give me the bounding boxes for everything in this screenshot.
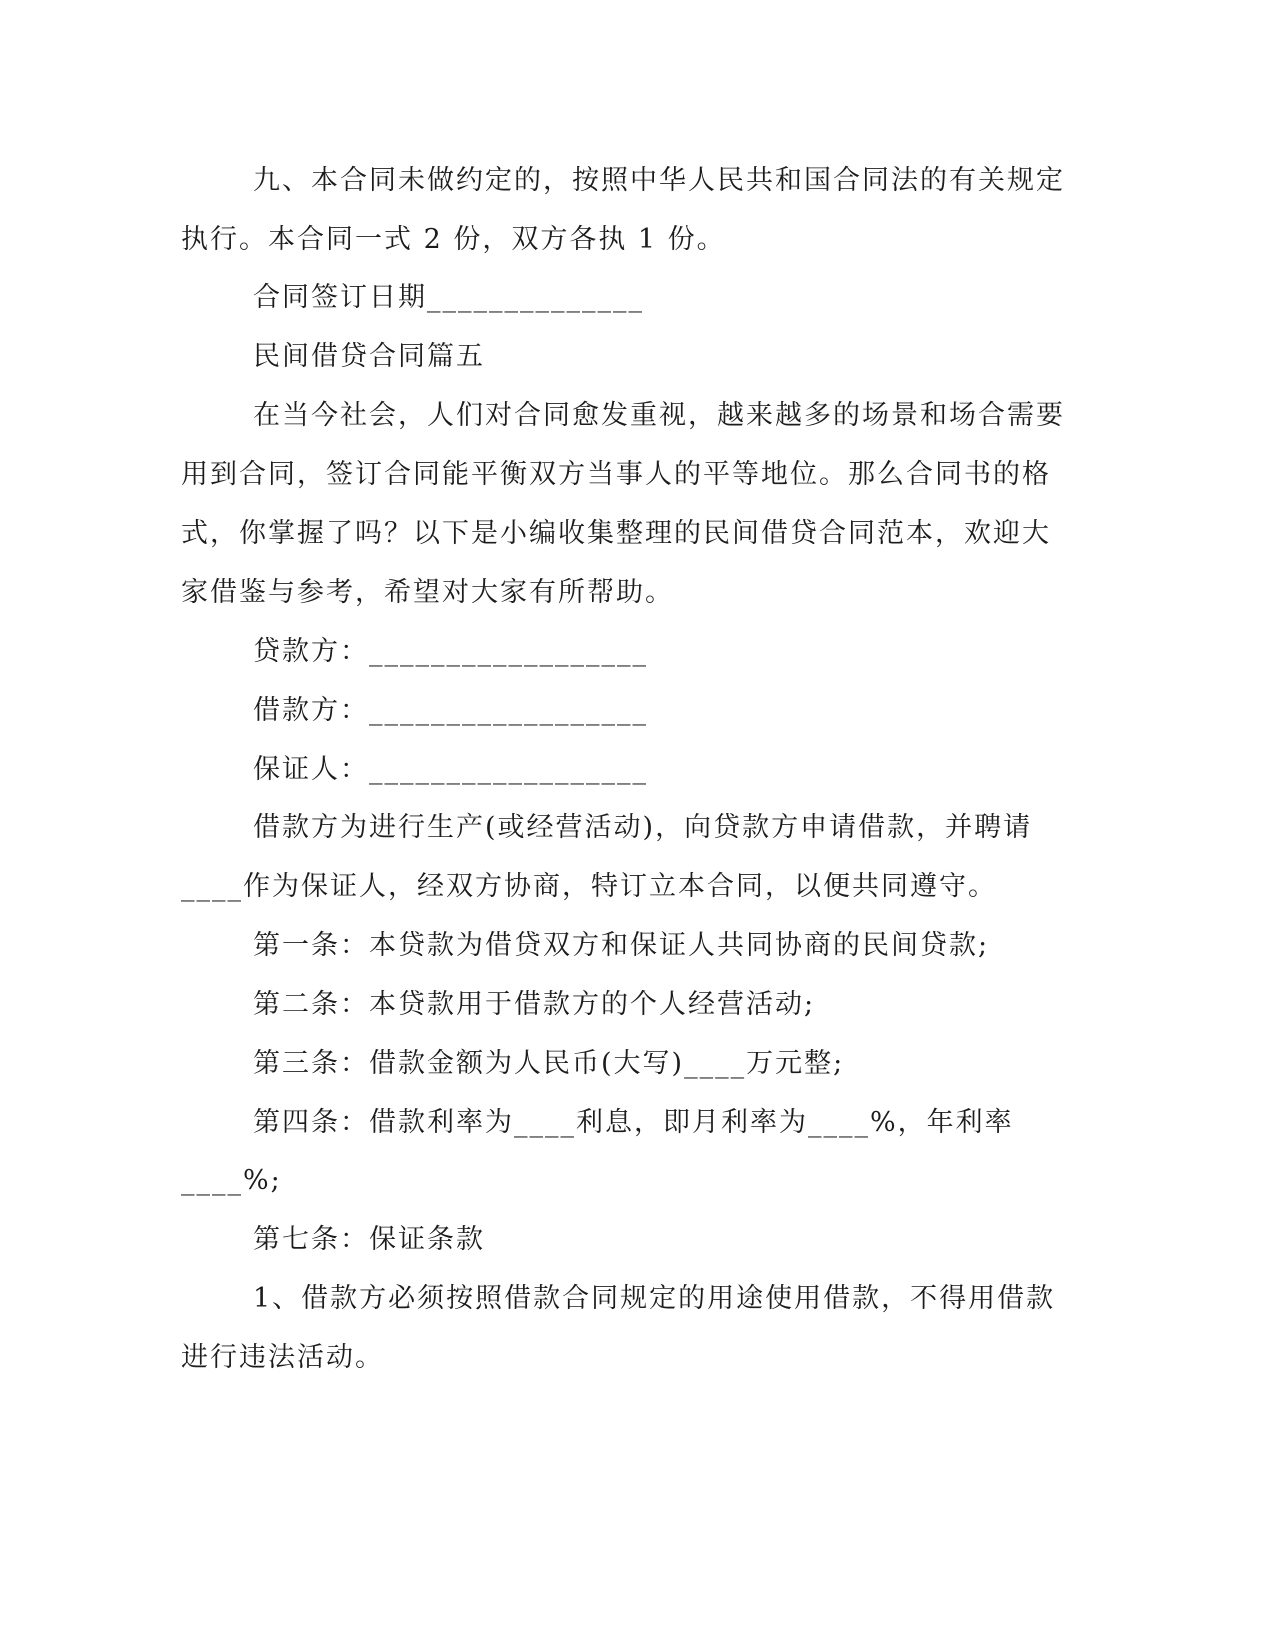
article-2: 第二条：本贷款用于借款方的个人经营活动; (253, 989, 816, 1020)
guarantee-clause-1-continued: 进行违法活动。 (181, 1342, 384, 1373)
article-3: 第三条：借款金额为人民币(大写)____万元整; (253, 1048, 845, 1079)
article-4-continued: ____%; (181, 1165, 282, 1196)
paragraph-line: 家借鉴与参考，希望对大家有所帮助。 (181, 577, 674, 608)
section-heading: 民间借贷合同篇五 (253, 341, 485, 372)
paragraph-line: ____作为保证人，经双方协商，特订立本合同，以便共同遵守。 (181, 871, 997, 902)
paragraph-line: 式，你掌握了吗？以下是小编收集整理的民间借贷合同范本，欢迎大 (181, 518, 1051, 549)
paragraph-line: 九、本合同未做约定的，按照中华人民共和国合同法的有关规定 (253, 165, 1065, 196)
borrower-field: 借款方：__________________ (253, 695, 648, 726)
paragraph-line: 执行。本合同一式 2 份，双方各执 1 份。 (181, 224, 726, 255)
guarantee-clause-1: 1、借款方必须按照借款合同规定的用途使用借款，不得用借款 (253, 1283, 1056, 1314)
article-7-heading: 第七条：保证条款 (253, 1224, 485, 1255)
paragraph-line: 借款方为进行生产(或经营活动)，向贷款方申请借款，并聘请 (253, 812, 1033, 843)
guarantor-field: 保证人：__________________ (253, 754, 648, 785)
signing-date-field: 合同签订日期______________ (253, 282, 644, 313)
article-4: 第四条：借款利率为____利息，即月利率为____%，年利率 (253, 1107, 1014, 1138)
article-1: 第一条：本贷款为借贷双方和保证人共同协商的民间贷款; (253, 930, 990, 961)
lender-field: 贷款方：__________________ (253, 636, 648, 667)
paragraph-line: 用到合同，签订合同能平衡双方当事人的平等地位。那么合同书的格 (181, 459, 1051, 490)
paragraph-line: 在当今社会，人们对合同愈发重视，越来越多的场景和场合需要 (253, 400, 1065, 431)
